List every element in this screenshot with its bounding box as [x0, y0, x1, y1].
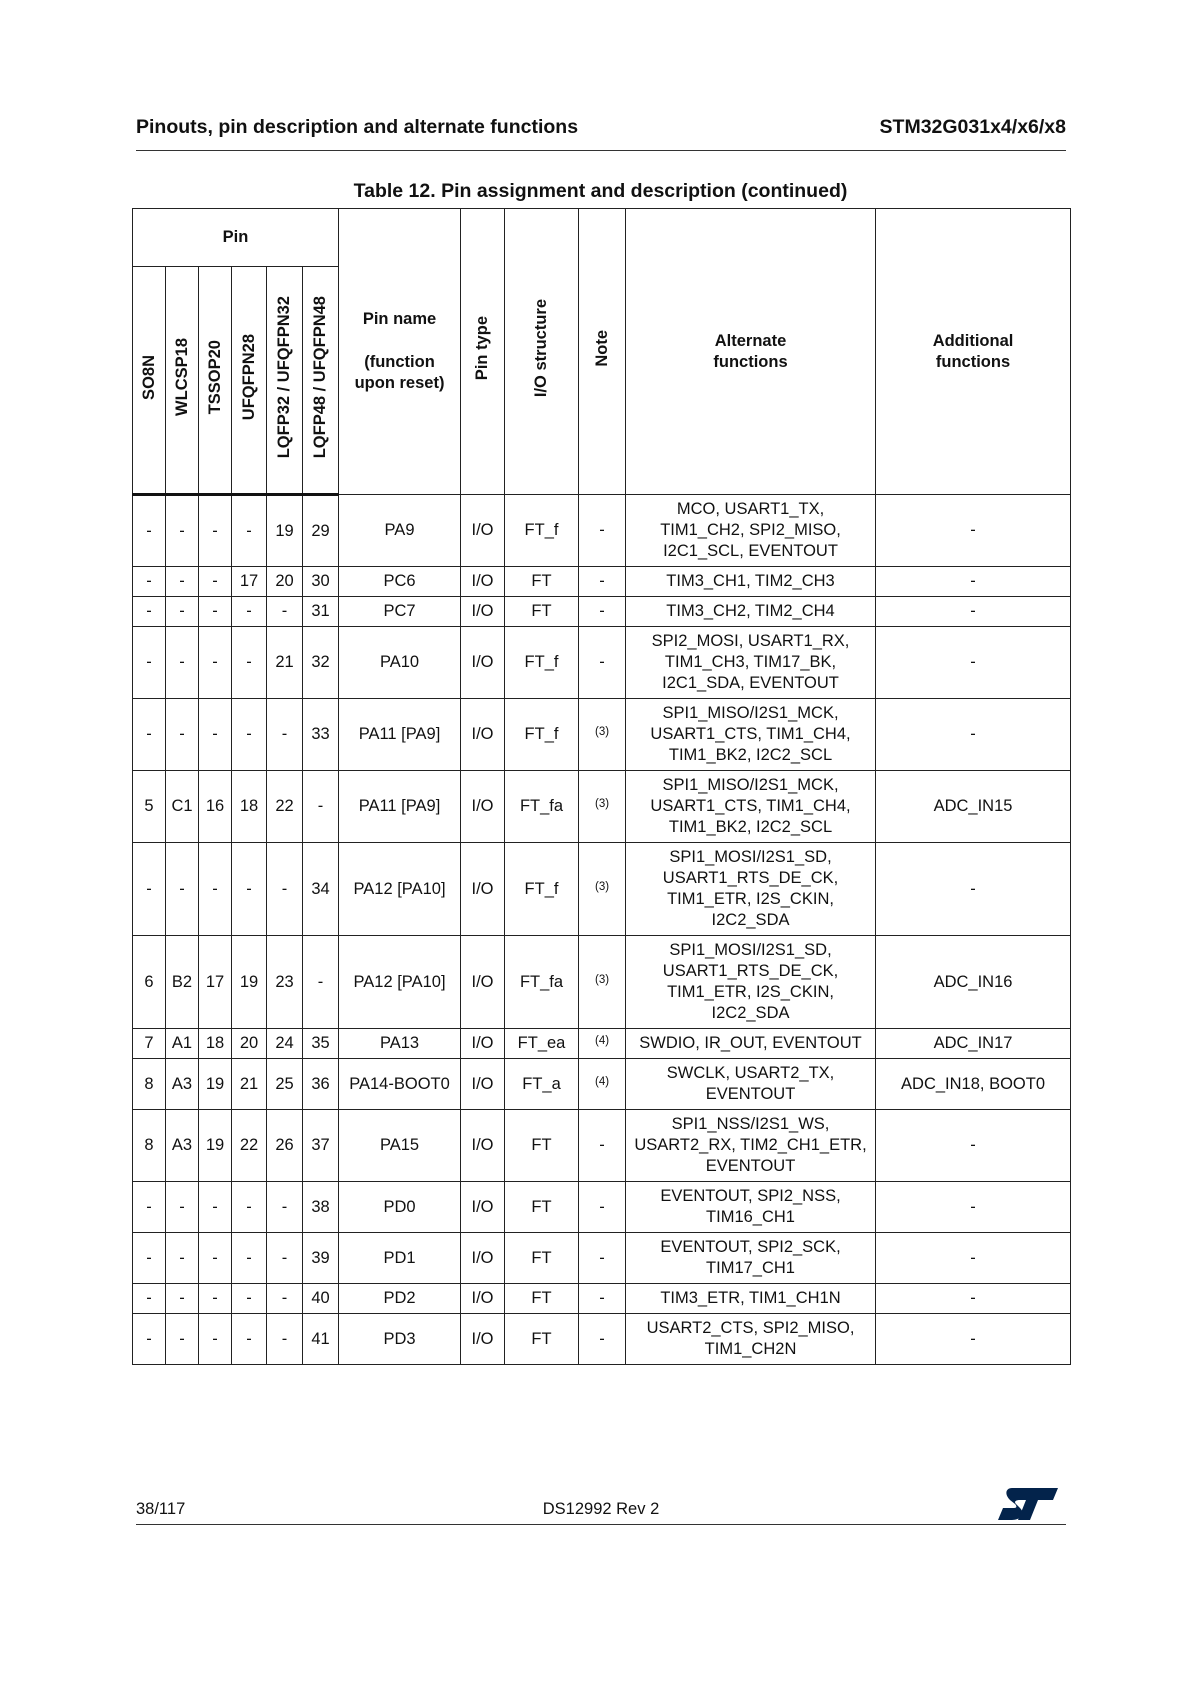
additional-functions-cell: -	[876, 627, 1071, 699]
alternate-function-line: USART1_RTS_DE_CK,	[662, 962, 839, 980]
note-reference: -	[599, 1329, 605, 1348]
table-row	[133, 936, 1071, 1029]
table-row	[133, 1233, 1071, 1284]
pin-group-header: Pin	[133, 209, 339, 267]
pin-number-cell: 20	[232, 1029, 267, 1059]
page-footer	[136, 1500, 1066, 1525]
document-title: STM32G031x4/x6/x8	[879, 116, 1066, 138]
note-cell	[579, 627, 626, 699]
note-reference: -	[599, 572, 605, 590]
pin-number-cell: 41	[303, 1314, 339, 1365]
io-structure-cell: FT_fa	[505, 771, 579, 843]
section-title: Pinouts, pin description and alternate functions	[136, 116, 579, 138]
pin-number-cell: 19	[199, 1110, 232, 1182]
page-number: 38/117	[136, 1500, 186, 1518]
alternate-function-line: I2C1_SDA, EVENTOUT	[662, 674, 839, 692]
table-row	[133, 699, 1071, 771]
table-row	[133, 1029, 1071, 1059]
note-cell	[579, 1233, 626, 1284]
additional-functions-cell: ADC_IN15	[876, 771, 1071, 843]
pin-name-cell: PD2	[339, 1284, 461, 1314]
pin-number-cell: 32	[303, 627, 339, 699]
note-header: Note	[579, 209, 626, 495]
pin-number-cell: -	[166, 1182, 199, 1233]
pin-number-cell: A1	[166, 1029, 199, 1059]
alternate-function-line: EVENTOUT	[705, 1085, 796, 1103]
pin-name-cell: PD3	[339, 1314, 461, 1365]
pin-number-cell: 26	[267, 1110, 303, 1182]
alternate-function-line: EVENTOUT, SPI2_NSS,	[660, 1187, 841, 1205]
note-reference: -	[599, 521, 605, 539]
pin-number-cell: B2	[166, 936, 199, 1029]
alternate-function-line: TIM1_ETR, I2S_CKIN,	[667, 983, 834, 1001]
pin-number-cell: 18	[232, 771, 267, 843]
pin-number-cell: -	[133, 627, 166, 699]
pin-number-cell: 8	[133, 1110, 166, 1182]
pin-number-cell: 22	[267, 771, 303, 843]
alternate-function-line: SPI1_MISO/I2S1_MCK,	[662, 704, 839, 722]
alternate-function-line: TIM17_CH1	[706, 1259, 795, 1277]
additional-functions-cell: -	[876, 1182, 1071, 1233]
pin-number-cell: 30	[303, 567, 339, 597]
pin-name-cell: PA11 [PA9]	[339, 771, 461, 843]
note-cell	[579, 699, 626, 771]
alternate-function-line: TIM1_BK2, I2C2_SCL	[668, 746, 833, 764]
pin-name-cell: PC6	[339, 567, 461, 597]
note-cell	[579, 597, 626, 627]
io-structure-cell: FT_a	[505, 1059, 579, 1110]
alternate-function-line: TIM3_ETR, TIM1_CH1N	[660, 1289, 841, 1307]
note-reference: -	[599, 1289, 605, 1307]
note-reference: (3)	[594, 726, 610, 738]
pin-number-cell: -	[232, 1182, 267, 1233]
note-cell	[579, 1110, 626, 1182]
table-row	[133, 1182, 1071, 1233]
pin-number-cell: -	[133, 567, 166, 597]
alternate-functions-cell	[626, 936, 876, 1029]
alternate-function-line: I2C1_SCL, EVENTOUT	[663, 542, 838, 560]
io-structure-cell: FT_f	[505, 843, 579, 936]
alternate-function-line: SPI1_NSS/I2S1_WS,	[671, 1115, 830, 1133]
pin-type-cell: I/O	[461, 495, 505, 567]
io-structure-cell: FT	[505, 597, 579, 627]
pin-number-cell: 19	[232, 936, 267, 1029]
pin-number-cell: -	[199, 627, 232, 699]
io-structure-cell: FT	[505, 1314, 579, 1365]
pin-type-cell: I/O	[461, 1233, 505, 1284]
alternate-function-line: SPI1_MISO/I2S1_MCK,	[662, 776, 839, 794]
alternate-function-line: EVENTOUT, SPI2_SCK,	[660, 1238, 841, 1256]
additional-functions-cell: ADC_IN16	[876, 936, 1071, 1029]
pin-number-cell: 35	[303, 1029, 339, 1059]
pin-name-cell: PA12 [PA10]	[339, 936, 461, 1029]
pin-number-cell: -	[133, 1233, 166, 1284]
pin-number-cell: C1	[166, 771, 199, 843]
table-row	[133, 1284, 1071, 1314]
pin-type-cell: I/O	[461, 1314, 505, 1365]
alternate-function-line: EVENTOUT	[705, 1157, 796, 1175]
pin-type-cell: I/O	[461, 1182, 505, 1233]
pin-number-cell: 6	[133, 936, 166, 1029]
alternate-functions-cell	[626, 627, 876, 699]
pin-number-cell: -	[199, 1182, 232, 1233]
pin-number-cell: -	[267, 1314, 303, 1365]
pin-number-cell: 22	[232, 1110, 267, 1182]
alternate-functions-cell	[626, 843, 876, 936]
table-row	[133, 771, 1071, 843]
pin-number-cell: 38	[303, 1182, 339, 1233]
table-row	[133, 1314, 1071, 1365]
package-header: UFQFPN28	[232, 267, 267, 495]
alternate-functions-cell	[626, 1182, 876, 1233]
pin-number-cell: 16	[199, 771, 232, 843]
page-header	[136, 116, 1066, 151]
pin-number-cell: -	[232, 495, 267, 567]
pin-number-cell: 19	[199, 1059, 232, 1110]
additional-functions-cell: -	[876, 843, 1071, 936]
pin-name-cell: PA12 [PA10]	[339, 843, 461, 936]
package-header: LQFP32 / UFQFPN32	[267, 267, 303, 495]
alternate-function-line: SPI2_MOSI, USART1_RX,	[651, 632, 850, 650]
table-row	[133, 495, 1071, 567]
note-cell	[579, 1182, 626, 1233]
pin-number-cell: 18	[199, 1029, 232, 1059]
alternate-functions-cell	[626, 1284, 876, 1314]
note-reference: (3)	[594, 798, 610, 810]
table-row	[133, 597, 1071, 627]
pin-number-cell: 29	[303, 495, 339, 567]
additional-functions-cell: -	[876, 1110, 1071, 1182]
pin-type-cell: I/O	[461, 771, 505, 843]
pin-number-cell: 37	[303, 1110, 339, 1182]
pin-number-cell: -	[133, 495, 166, 567]
pin-number-cell: 20	[267, 567, 303, 597]
alternate-function-line: TIM3_CH2, TIM2_CH4	[666, 602, 835, 620]
pin-name-cell: PA11 [PA9]	[339, 699, 461, 771]
pin-number-cell: -	[166, 1284, 199, 1314]
note-reference: -	[599, 1136, 605, 1154]
pin-number-cell: -	[199, 597, 232, 627]
pin-number-cell: 19	[267, 495, 303, 567]
io-structure-cell: FT_ea	[505, 1029, 579, 1059]
pin-number-cell: -	[303, 936, 339, 1029]
additional-functions-cell: -	[876, 495, 1071, 567]
pin-number-cell: -	[232, 843, 267, 936]
note-cell	[579, 843, 626, 936]
pin-number-cell: -	[267, 699, 303, 771]
pin-name-header	[339, 209, 461, 495]
alternate-function-line: SPI1_MOSI/I2S1_SD,	[669, 848, 832, 866]
note-reference: -	[599, 1197, 605, 1216]
pin-name-cell: PD1	[339, 1233, 461, 1284]
pin-number-cell: -	[267, 1182, 303, 1233]
note-cell	[579, 771, 626, 843]
alternate-function-line: TIM1_CH2, SPI2_MISO,	[660, 521, 841, 539]
pin-number-cell: -	[232, 1314, 267, 1365]
additional-functions-cell: -	[876, 1284, 1071, 1314]
alternate-functions-cell	[626, 597, 876, 627]
pin-number-cell: -	[267, 597, 303, 627]
table-row	[133, 1110, 1071, 1182]
io-structure-cell: FT_f	[505, 627, 579, 699]
pin-name-cell: PA14-BOOT0	[339, 1059, 461, 1110]
pin-number-cell: -	[133, 1284, 166, 1314]
pin-number-cell: 25	[267, 1059, 303, 1110]
io-structure-cell: FT	[505, 567, 579, 597]
pin-number-cell: 23	[267, 936, 303, 1029]
alternate-function-line: TIM1_CH3, TIM17_BK,	[664, 653, 837, 671]
pin-number-cell: -	[133, 843, 166, 936]
pin-number-cell: 40	[303, 1284, 339, 1314]
alternate-function-line: USART1_CTS, TIM1_CH4,	[650, 797, 851, 815]
pin-number-cell: 39	[303, 1233, 339, 1284]
pin-number-cell: 33	[303, 699, 339, 771]
table-row	[133, 1059, 1071, 1110]
pin-number-cell: A3	[166, 1110, 199, 1182]
package-header: SO8N	[133, 267, 166, 495]
alternate-functions-cell	[626, 567, 876, 597]
pin-type-cell: I/O	[461, 1059, 505, 1110]
pin-name-cell: PD0	[339, 1182, 461, 1233]
note-reference: (4)	[594, 1035, 610, 1047]
pin-name-header-line: Pin name	[362, 310, 437, 328]
alternate-function-line: TIM1_CH2N	[704, 1340, 797, 1358]
note-reference: (3)	[594, 973, 610, 986]
pin-number-cell: 7	[133, 1029, 166, 1059]
io-structure-cell: FT	[505, 1110, 579, 1182]
pin-number-cell: -	[232, 597, 267, 627]
pin-number-cell: -	[199, 1233, 232, 1284]
pin-number-cell: 31	[303, 597, 339, 627]
pin-number-cell: -	[267, 843, 303, 936]
pin-number-cell: -	[166, 1314, 199, 1365]
table-row	[133, 627, 1071, 699]
pin-type-cell: I/O	[461, 843, 505, 936]
pin-type-cell: I/O	[461, 627, 505, 699]
pin-number-cell: -	[267, 1233, 303, 1284]
io-structure-cell: FT	[505, 1233, 579, 1284]
alternate-function-line: TIM1_ETR, I2S_CKIN,	[667, 890, 834, 908]
io-structure-header: I/O structure	[505, 209, 579, 495]
pin-number-cell: -	[166, 495, 199, 567]
io-structure-cell: FT_fa	[505, 936, 579, 1029]
pin-number-cell: -	[232, 1233, 267, 1284]
pin-number-cell: -	[166, 597, 199, 627]
note-cell	[579, 567, 626, 597]
table-row	[133, 567, 1071, 597]
pin-name-header-line: upon reset)	[354, 374, 445, 392]
pin-number-cell: A3	[166, 1059, 199, 1110]
pin-number-cell: 21	[267, 627, 303, 699]
package-header: TSSOP20	[199, 267, 232, 495]
alternate-function-line: TIM3_CH1, TIM2_CH3	[666, 572, 835, 590]
note-cell	[579, 495, 626, 567]
note-cell	[579, 1314, 626, 1365]
pin-name-cell: PA9	[339, 495, 461, 567]
pin-number-cell: -	[199, 1314, 232, 1365]
pin-number-cell: 17	[199, 936, 232, 1029]
pin-number-cell: -	[199, 495, 232, 567]
pin-number-cell: -	[166, 1233, 199, 1284]
pin-number-cell: -	[166, 567, 199, 597]
alternate-function-line: TIM1_BK2, I2C2_SCL	[668, 818, 833, 836]
pin-number-cell: -	[232, 627, 267, 699]
pin-number-cell: 24	[267, 1029, 303, 1059]
pin-type-cell: I/O	[461, 1029, 505, 1059]
pin-number-cell: -	[166, 627, 199, 699]
alternate-functions-cell	[626, 495, 876, 567]
alternate-function-line: TIM16_CH1	[706, 1208, 795, 1226]
pin-name-cell: PA10	[339, 627, 461, 699]
note-cell	[579, 1029, 626, 1059]
alternate-function-line: SWDIO, IR_OUT, EVENTOUT	[639, 1034, 862, 1052]
io-structure-cell: FT_f	[505, 699, 579, 771]
alternate-function-line: USART1_RTS_DE_CK,	[662, 869, 839, 887]
pin-type-cell: I/O	[461, 936, 505, 1029]
additional-functions-cell: -	[876, 567, 1071, 597]
io-structure-cell: FT	[505, 1284, 579, 1314]
alternate-function-line: USART2_RX, TIM2_CH1_ETR,	[634, 1136, 867, 1154]
pin-name-cell: PA13	[339, 1029, 461, 1059]
alternate-function-line: SWCLK, USART2_TX,	[666, 1064, 835, 1082]
pin-type-cell: I/O	[461, 699, 505, 771]
alternate-functions-cell	[626, 1029, 876, 1059]
package-header: LQFP48 / UFQFPN48	[303, 267, 339, 495]
additional-functions-cell: -	[876, 1314, 1071, 1365]
pin-number-cell: -	[133, 597, 166, 627]
package-header: WLCSP18	[166, 267, 199, 495]
pin-number-cell: -	[199, 843, 232, 936]
pin-type-cell: I/O	[461, 1110, 505, 1182]
pin-number-cell: -	[166, 843, 199, 936]
pin-number-cell: 21	[232, 1059, 267, 1110]
pin-number-cell: -	[199, 567, 232, 597]
pin-number-cell: -	[166, 699, 199, 771]
pin-number-cell: -	[232, 699, 267, 771]
alternate-functions-cell	[626, 1233, 876, 1284]
note-cell	[579, 1284, 626, 1314]
alternate-functions-cell	[626, 1110, 876, 1182]
alternate-function-line: SPI1_MOSI/I2S1_SD,	[669, 941, 832, 959]
additional-functions-cell: -	[876, 1233, 1071, 1284]
io-structure-cell: FT	[505, 1182, 579, 1233]
note-reference: (3)	[594, 880, 610, 893]
alternate-function-line: USART1_CTS, TIM1_CH4,	[650, 725, 851, 743]
note-cell	[579, 1059, 626, 1110]
pin-number-cell: -	[133, 699, 166, 771]
pin-number-cell: -	[199, 1284, 232, 1314]
pin-type-cell: I/O	[461, 1284, 505, 1314]
table-row	[133, 843, 1071, 936]
pin-table	[132, 208, 1071, 1365]
additional-functions-cell: ADC_IN18, BOOT0	[876, 1059, 1071, 1110]
alternate-functions-cell	[626, 1059, 876, 1110]
note-reference: -	[599, 653, 605, 671]
pin-name-cell: PA15	[339, 1110, 461, 1182]
note-reference: (4)	[594, 1075, 610, 1088]
pin-number-cell: -	[133, 1314, 166, 1365]
table-caption: Table 12. Pin assignment and description (continued)	[353, 180, 848, 202]
additional-functions-cell: -	[876, 597, 1071, 627]
pin-number-cell: 5	[133, 771, 166, 843]
alternate-functions-cell	[626, 771, 876, 843]
pin-type-cell: I/O	[461, 567, 505, 597]
pin-number-cell: 36	[303, 1059, 339, 1110]
pin-table-body	[133, 495, 1071, 1365]
pin-number-cell: -	[133, 1182, 166, 1233]
note-cell	[579, 936, 626, 1029]
pin-number-cell: -	[267, 1284, 303, 1314]
pin-number-cell: -	[232, 1284, 267, 1314]
additional-functions-header: Additional functions	[876, 209, 1071, 495]
note-reference: -	[599, 1248, 605, 1267]
alternate-function-line: MCO, USART1_TX,	[676, 500, 825, 518]
pin-number-cell: -	[303, 771, 339, 843]
pin-number-cell: 34	[303, 843, 339, 936]
alternate-functions-cell	[626, 699, 876, 771]
pin-number-cell: 17	[232, 567, 267, 597]
pin-number-cell: -	[199, 699, 232, 771]
pin-name-cell: PC7	[339, 597, 461, 627]
alternate-function-line: USART2_CTS, SPI2_MISO,	[646, 1319, 855, 1337]
alternate-functions-header: Alternate functions	[626, 209, 876, 495]
pin-name-header-line: (function	[364, 353, 435, 371]
io-structure-cell: FT_f	[505, 495, 579, 567]
pin-type-cell: I/O	[461, 597, 505, 627]
alternate-function-line: I2C2_SDA	[711, 1004, 790, 1022]
additional-functions-cell: -	[876, 699, 1071, 771]
document-revision: DS12992 Rev 2	[542, 1500, 660, 1518]
pin-type-header: Pin type	[461, 209, 505, 495]
st-logo-icon	[998, 1486, 1058, 1522]
pin-number-cell: 8	[133, 1059, 166, 1110]
alternate-function-line: I2C2_SDA	[711, 911, 790, 929]
note-reference: -	[599, 602, 605, 620]
alternate-functions-cell	[626, 1314, 876, 1365]
additional-functions-cell: ADC_IN17	[876, 1029, 1071, 1059]
